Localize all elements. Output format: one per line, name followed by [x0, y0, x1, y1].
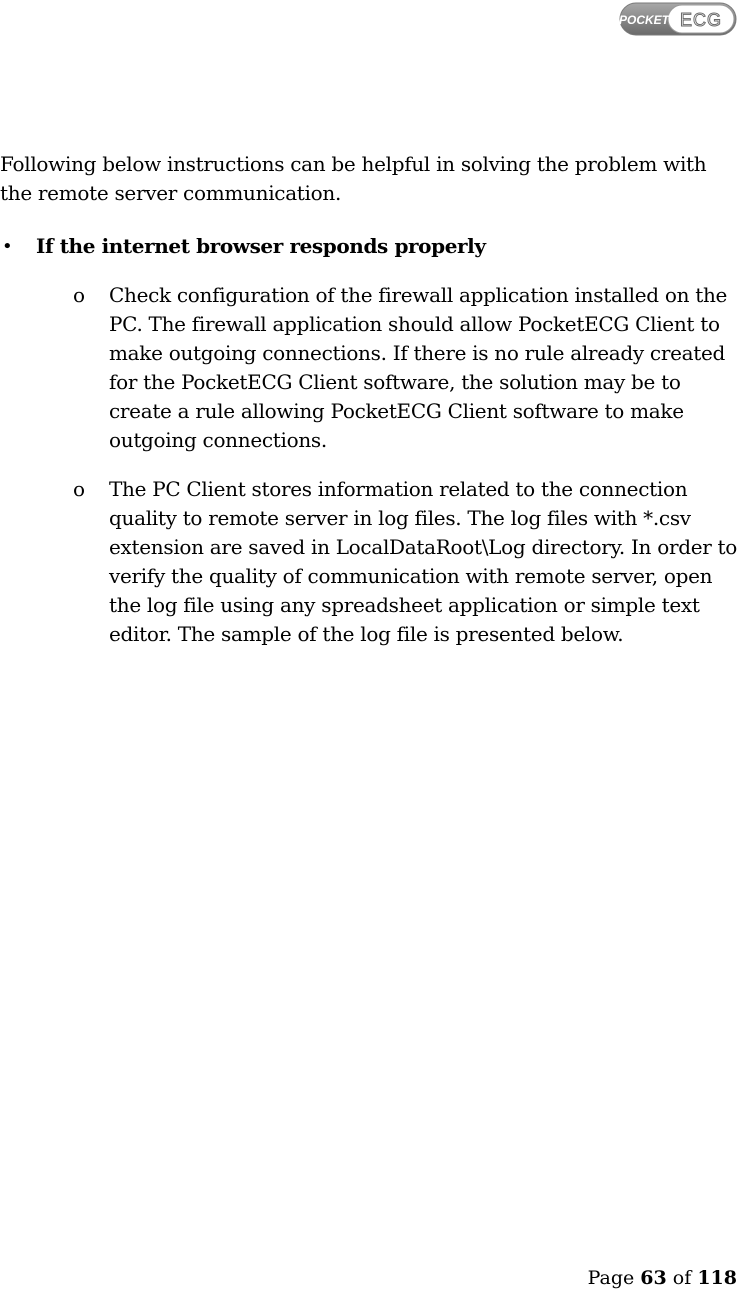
total-pages-number: 118 [697, 1267, 737, 1289]
page-footer [588, 1265, 737, 1291]
document-body [0, 150, 739, 649]
svg-text:POCKET: POCKET [619, 13, 670, 27]
intro-paragraph: Following below instructions can be helpful in solving the problem with the remote server communication. [0, 152, 707, 205]
pocketecg-logo [619, 2, 737, 36]
sub-item-firewall [0, 281, 739, 455]
of-word: of [672, 1267, 692, 1289]
page-word: Page [587, 1267, 635, 1289]
bullet-item [0, 232, 739, 261]
current-page-number: 63 [640, 1267, 667, 1289]
svg-text:ECG: ECG [679, 10, 723, 30]
sub-item-log-files [0, 475, 739, 649]
sub-item-text: Check configuration of the firewall application installed on the PC. The firewall application should allow PocketECG Client to make outgoing connections. If there is no rule already created for the PocketECG Client software, the solution may be to create a rule allowing PocketECG Client software to make outgoing connections. [109, 283, 728, 452]
sub-item-marker: o [73, 283, 86, 307]
sub-item-text: The PC Client stores information related to the connection quality to remote server in log files. The log files with *.csv extension are saved in LocalDataRoot\Log directory. In order to verify the quality of communication with remote server, open the log file using any spreadsheet application or simple text editor. The sample of the log file is presented below. [109, 477, 738, 646]
bullet-heading: If the internet browser responds properly [36, 234, 486, 258]
sub-item-marker: o [73, 477, 86, 501]
bullet-marker: • [2, 236, 13, 257]
